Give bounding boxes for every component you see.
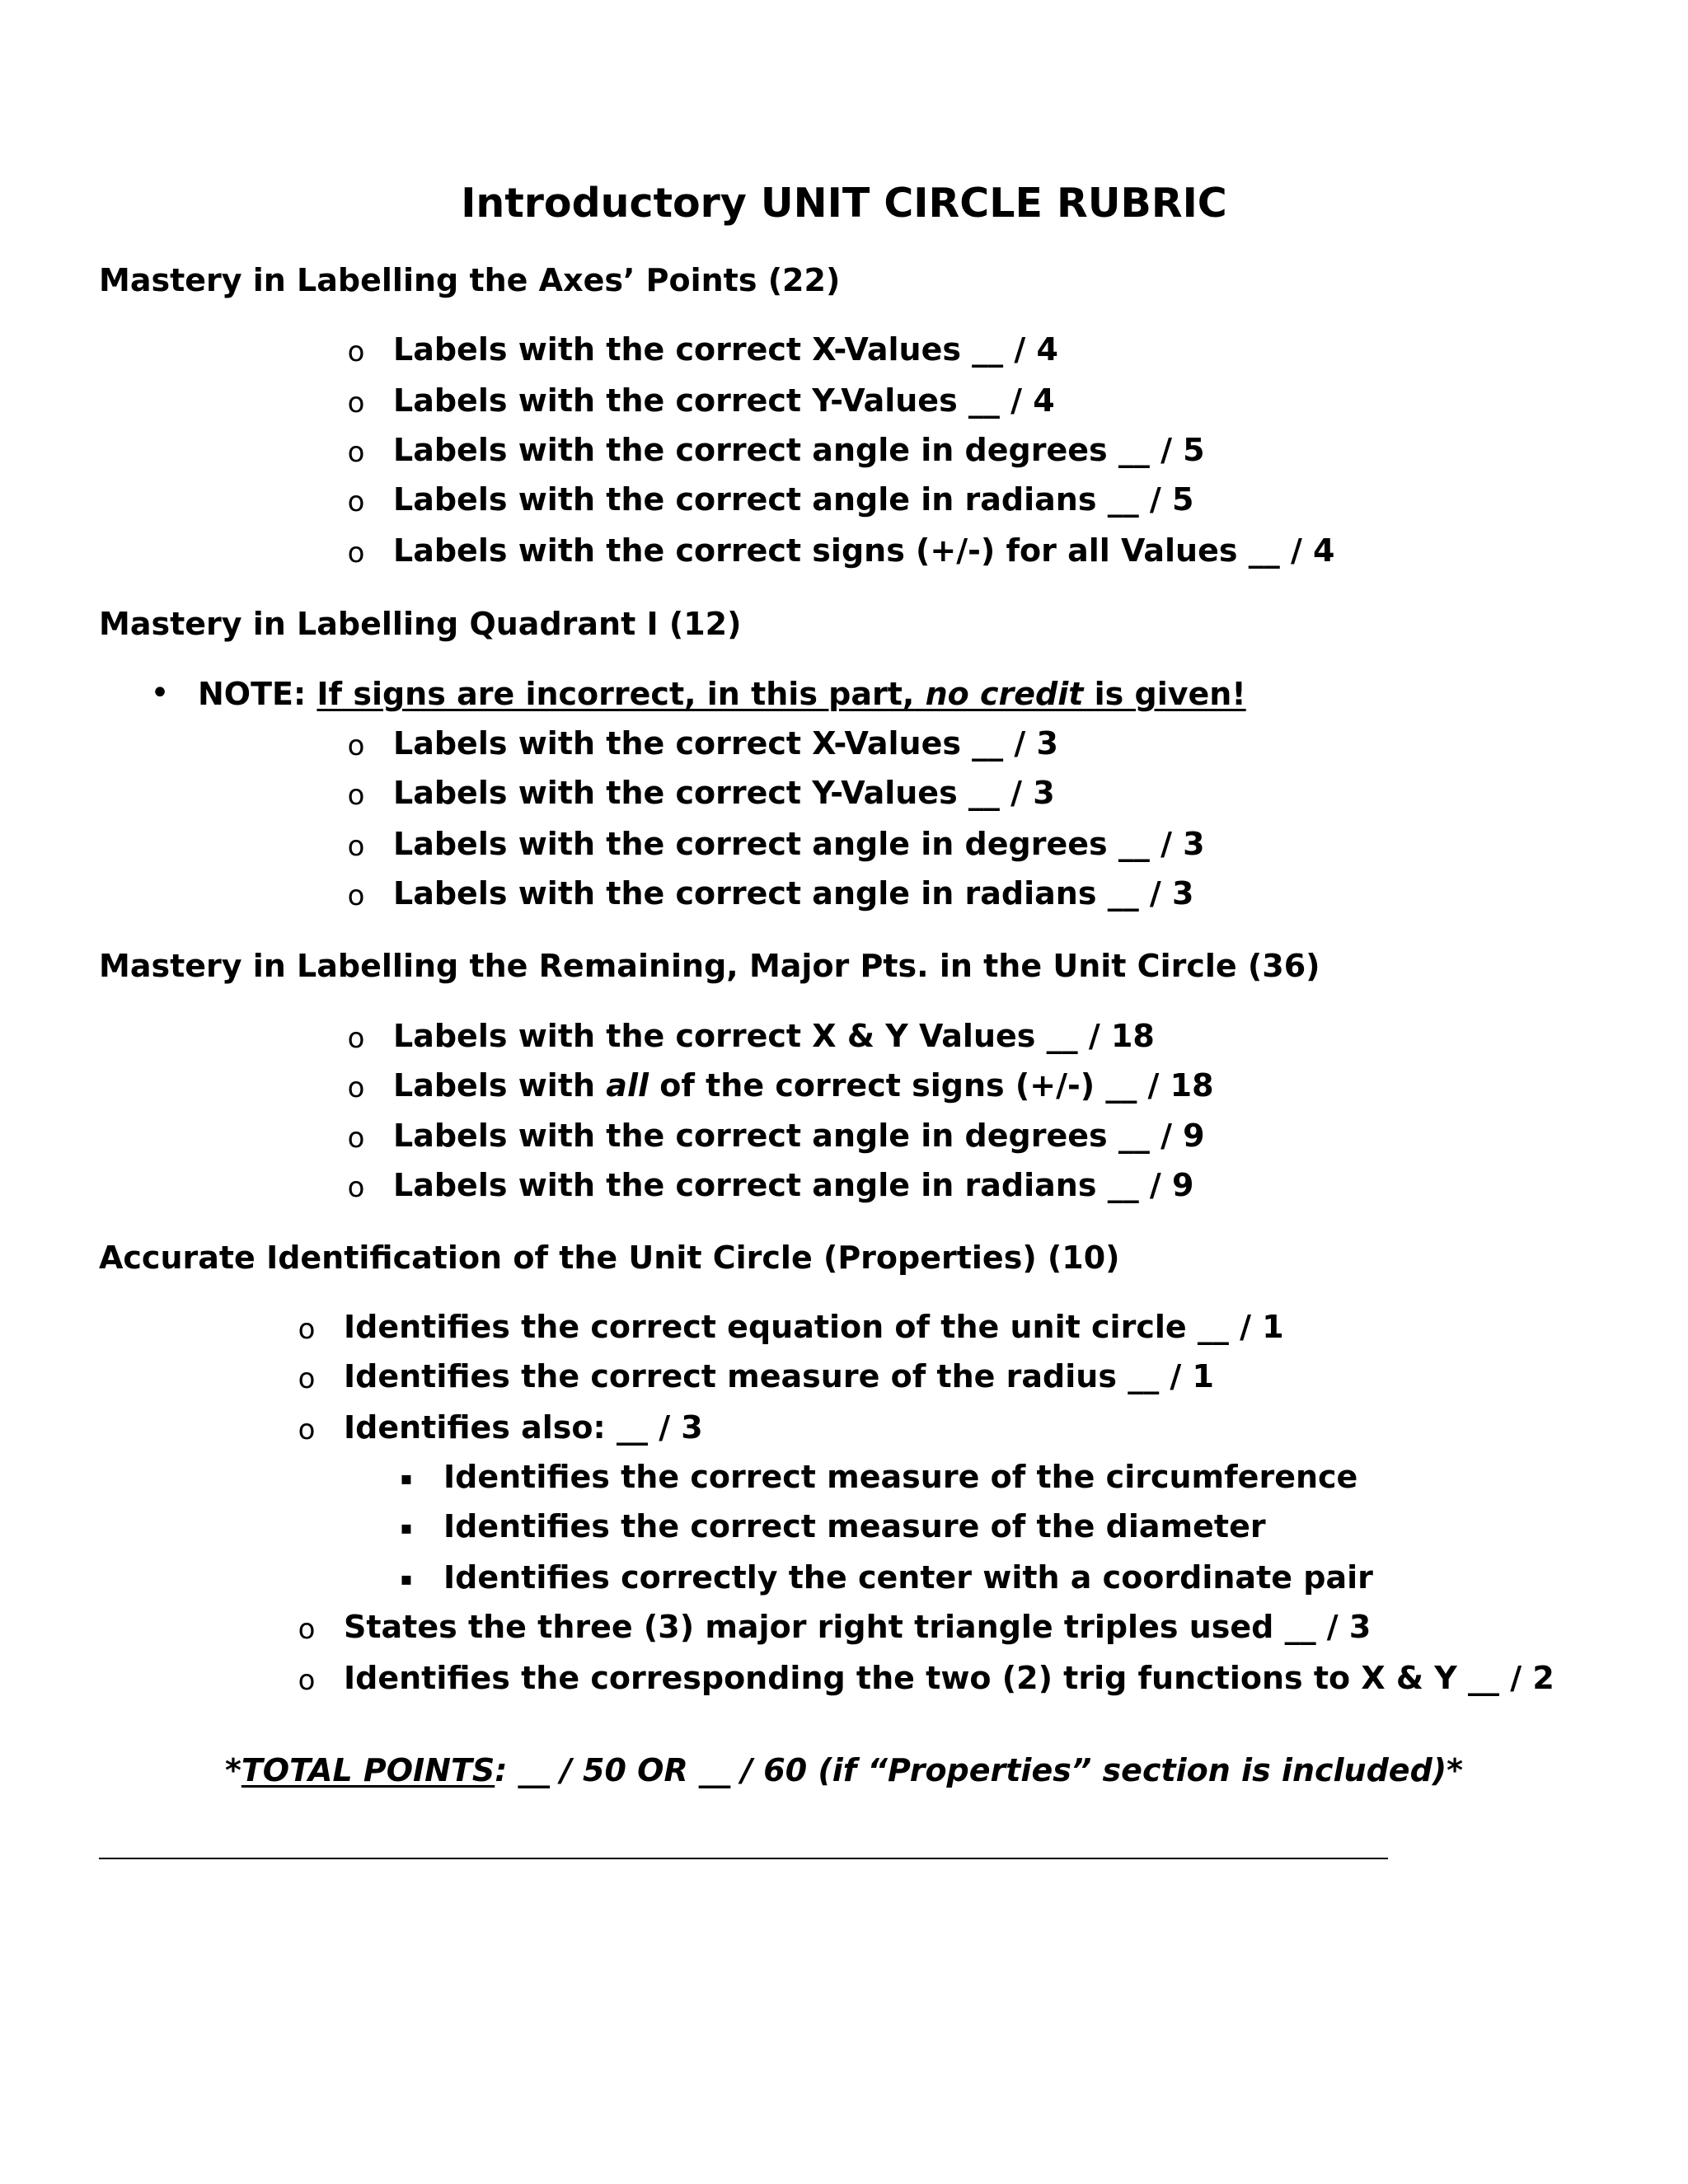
note-line bbox=[198, 676, 1246, 712]
note-emphasis: no credit bbox=[925, 676, 1084, 712]
note-label: NOTE: bbox=[198, 676, 307, 712]
note-part2: is given! bbox=[1094, 676, 1246, 712]
rubric-item: Labels with the correct angle in radians __ / 5 bbox=[393, 481, 1194, 518]
rubric-item: Identifies the correct measure of the radius __ / 1 bbox=[344, 1358, 1214, 1394]
circle-bullet-icon: o bbox=[298, 1362, 316, 1395]
rubric-item: Labels with the correct Y-Values __ / 3 bbox=[393, 775, 1055, 811]
circle-bullet-icon: o bbox=[347, 436, 365, 469]
circle-bullet-icon: o bbox=[347, 1171, 365, 1204]
rubric-item: Identifies also: __ / 3 bbox=[344, 1409, 703, 1446]
rubric-item: States the three (3) major right triangle triples used __ / 3 bbox=[344, 1609, 1372, 1645]
rubric-item: Labels with the correct X-Values __ / 3 bbox=[393, 725, 1058, 762]
section-heading-properties: Accurate Identification of the Unit Circle (Properties) (10) bbox=[99, 1240, 1120, 1276]
rubric-item: Labels with the correct angle in degrees __ / 3 bbox=[393, 826, 1205, 862]
circle-bullet-icon: o bbox=[347, 879, 365, 912]
rubric-item: Labels with the correct X-Values __ / 4 bbox=[393, 331, 1058, 368]
square-bullet-icon: ▪ bbox=[400, 1518, 413, 1539]
total-rest: : __ / 50 OR __ / 60 (if “Properties” section is included)* bbox=[495, 1752, 1464, 1788]
rubric-item: Labels with the correct angle in degrees __ / 9 bbox=[393, 1118, 1205, 1154]
circle-bullet-icon: o bbox=[347, 779, 365, 812]
rubric-item: Labels with the correct angle in radians __ / 9 bbox=[393, 1167, 1194, 1203]
circle-bullet-icon: o bbox=[298, 1664, 316, 1697]
circle-bullet-icon: o bbox=[347, 830, 365, 863]
rubric-item: Labels with the correct angle in degrees __ / 5 bbox=[393, 432, 1205, 468]
rubric-item: Identifies the corresponding the two (2) trig functions to X & Y __ / 2 bbox=[344, 1660, 1554, 1696]
circle-bullet-icon: o bbox=[347, 1022, 365, 1055]
rubric-subitem: Identifies correctly the center with a coordinate pair bbox=[443, 1559, 1373, 1596]
section-heading-quadrant-one: Mastery in Labelling Quadrant I (12) bbox=[99, 606, 742, 642]
rubric-subitem: Identifies the correct measure of the circumference bbox=[443, 1459, 1358, 1495]
circle-bullet-icon: o bbox=[347, 485, 365, 518]
total-star: * bbox=[224, 1752, 241, 1788]
rubric-item: Labels with the correct signs (+/-) for all Values __ / 4 bbox=[393, 532, 1335, 569]
circle-bullet-icon: o bbox=[298, 1613, 316, 1646]
circle-bullet-icon: o bbox=[298, 1413, 316, 1446]
circle-bullet-icon: o bbox=[298, 1313, 316, 1346]
rubric-item: Labels with the correct Y-Values __ / 4 bbox=[393, 382, 1055, 419]
disc-bullet-icon: • bbox=[150, 674, 170, 712]
rubric-item: Labels with the correct X & Y Values __ / 18 bbox=[393, 1018, 1155, 1054]
circle-bullet-icon: o bbox=[347, 335, 365, 368]
rubric-item: Labels with the correct angle in radians __ / 3 bbox=[393, 875, 1194, 912]
item-pre: Labels with bbox=[393, 1067, 596, 1104]
rubric-subitem: Identifies the correct measure of the diameter bbox=[443, 1508, 1266, 1544]
total-label: TOTAL POINTS bbox=[241, 1752, 495, 1788]
circle-bullet-icon: o bbox=[347, 1122, 365, 1155]
note-part1: If signs are incorrect, in this part, bbox=[316, 676, 915, 712]
circle-bullet-icon: o bbox=[347, 729, 365, 762]
page-title: Introductory UNIT CIRCLE RUBRIC bbox=[461, 180, 1227, 227]
section-heading-axes: Mastery in Labelling the Axes’ Points (22) bbox=[99, 262, 841, 298]
section-heading-remaining-points: Mastery in Labelling the Remaining, Major Pts. in the Unit Circle (36) bbox=[99, 948, 1320, 984]
square-bullet-icon: ▪ bbox=[400, 1569, 413, 1590]
item-post: of the correct signs (+/-) __ / 18 bbox=[659, 1067, 1214, 1104]
total-points-line bbox=[0, 1752, 1688, 1788]
rubric-item bbox=[393, 1067, 1214, 1104]
circle-bullet-icon: o bbox=[347, 537, 365, 569]
horizontal-rule bbox=[99, 1858, 1388, 1859]
circle-bullet-icon: o bbox=[347, 387, 365, 419]
rubric-item: Identifies the correct equation of the unit circle __ / 1 bbox=[344, 1309, 1284, 1345]
square-bullet-icon: ▪ bbox=[400, 1469, 413, 1489]
item-emphasis: all bbox=[606, 1067, 649, 1104]
note-text bbox=[316, 676, 1245, 712]
circle-bullet-icon: o bbox=[347, 1071, 365, 1104]
